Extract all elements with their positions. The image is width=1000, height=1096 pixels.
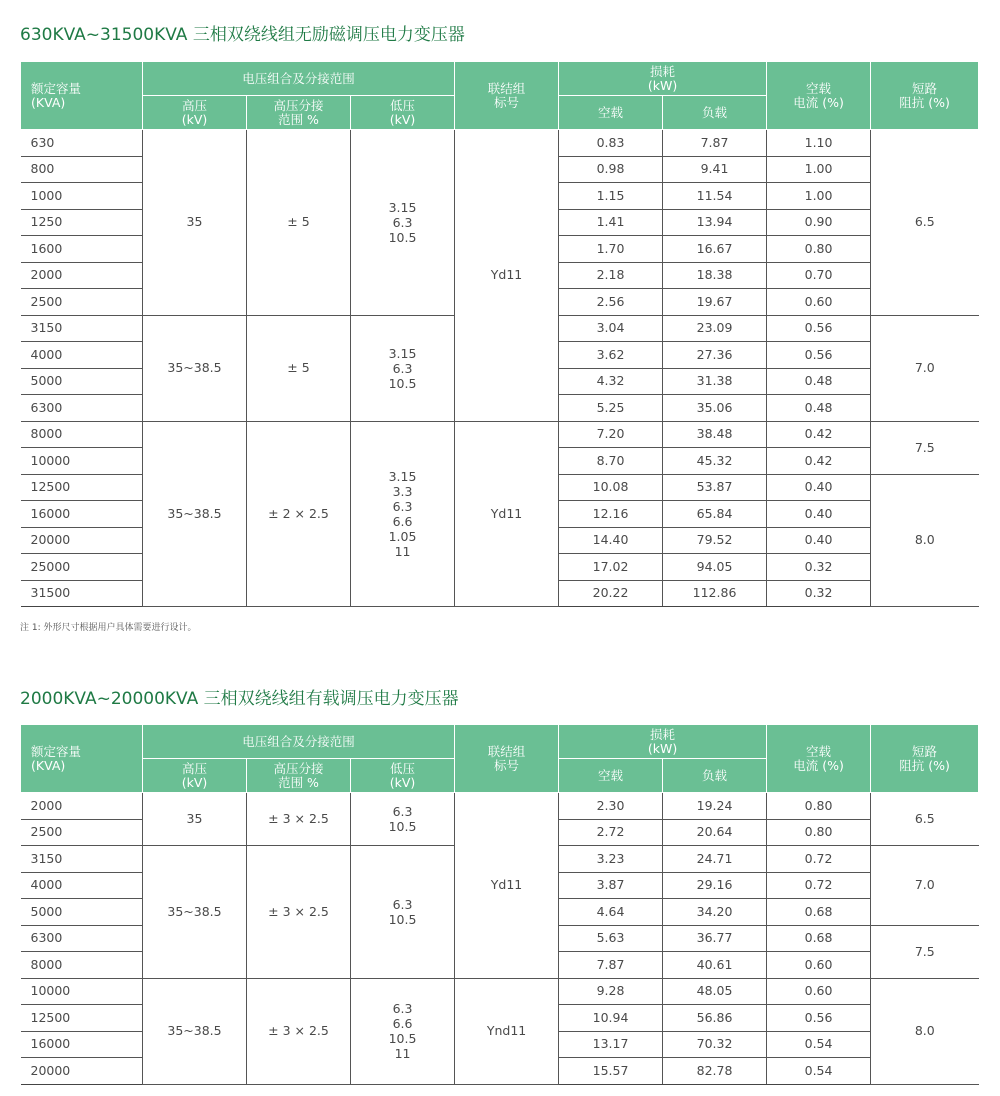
no-load-current-cell: 0.80 xyxy=(767,793,871,820)
capacity-cell: 4000 xyxy=(21,872,143,899)
no-load-loss-cell: 2.18 xyxy=(559,262,663,289)
connection-cell: Yd11 xyxy=(455,793,559,979)
no-load-current-cell: 1.10 xyxy=(767,130,871,157)
no-load-loss-cell: 3.87 xyxy=(559,872,663,899)
no-load-loss-cell: 7.20 xyxy=(559,421,663,448)
capacity-cell: 2000 xyxy=(21,793,143,820)
connection-cell: Yd11 xyxy=(455,421,559,607)
tap-range-cell: ± 5 xyxy=(247,130,351,316)
header-lv: 低压 (kV) xyxy=(351,96,455,130)
no-load-loss-cell: 15.57 xyxy=(559,1058,663,1085)
no-load-loss-cell: 20.22 xyxy=(559,580,663,607)
header-load-loss: 负载 xyxy=(663,759,767,793)
lv-value: 10.5 xyxy=(388,911,417,927)
capacity-cell: 3150 xyxy=(21,846,143,873)
capacity-cell: 2000 xyxy=(21,262,143,289)
capacity-cell: 4000 xyxy=(21,342,143,369)
lv-value: 3.15 xyxy=(388,345,417,361)
lv-value: 3.3 xyxy=(392,483,413,499)
no-load-current-cell: 0.60 xyxy=(767,952,871,979)
connection-cell: Yd11 xyxy=(455,130,559,422)
tap-range-cell: ± 3 × 2.5 xyxy=(247,793,351,846)
no-load-loss-cell: 0.83 xyxy=(559,130,663,157)
lv-cell xyxy=(351,421,455,607)
lv-value: 10.5 xyxy=(388,375,417,391)
load-loss-cell: 13.94 xyxy=(663,209,767,236)
capacity-cell: 6300 xyxy=(21,925,143,952)
impedance-cell: 7.5 xyxy=(871,421,979,474)
load-loss-cell: 29.16 xyxy=(663,872,767,899)
header-capacity: 额定容量 (KVA) xyxy=(21,725,143,793)
load-loss-cell: 56.86 xyxy=(663,1005,767,1032)
tap-range-cell: ± 3 × 2.5 xyxy=(247,978,351,1084)
lv-value: 6.3 xyxy=(392,214,413,230)
capacity-cell: 1250 xyxy=(21,209,143,236)
hv-cell: 35~38.5 xyxy=(143,846,247,979)
no-load-current-cell: 0.32 xyxy=(767,554,871,581)
lv-value: 11 xyxy=(394,543,411,559)
no-load-loss-cell: 12.16 xyxy=(559,501,663,528)
capacity-cell: 5000 xyxy=(21,899,143,926)
load-loss-cell: 11.54 xyxy=(663,183,767,210)
impedance-cell: 8.0 xyxy=(871,474,979,607)
header-lv: 低压 (kV) xyxy=(351,759,455,793)
no-load-loss-cell: 2.56 xyxy=(559,289,663,316)
load-loss-cell: 19.67 xyxy=(663,289,767,316)
transformer-spec-table-2 xyxy=(20,724,979,1085)
capacity-cell: 16000 xyxy=(21,501,143,528)
connection-cell: Ynd11 xyxy=(455,978,559,1084)
no-load-current-cell: 0.56 xyxy=(767,315,871,342)
no-load-loss-cell: 3.23 xyxy=(559,846,663,873)
lv-value: 10.5 xyxy=(388,1031,417,1046)
no-load-current-cell: 0.80 xyxy=(767,819,871,846)
header-no-load-loss: 空载 xyxy=(559,96,663,130)
no-load-current-cell: 0.72 xyxy=(767,846,871,873)
no-load-current-cell: 1.00 xyxy=(767,156,871,183)
lv-value: 10.5 xyxy=(388,229,417,245)
lv-value: 1.05 xyxy=(388,528,417,544)
header-no-load-current: 空载 电流 (%) xyxy=(767,725,871,793)
header-impedance: 短路 阻抗 (%) xyxy=(871,62,979,130)
capacity-cell: 630 xyxy=(21,130,143,157)
no-load-current-cell: 0.54 xyxy=(767,1031,871,1058)
load-loss-cell: 82.78 xyxy=(663,1058,767,1085)
lv-cell xyxy=(351,793,455,846)
load-loss-cell: 18.38 xyxy=(663,262,767,289)
no-load-loss-cell: 1.70 xyxy=(559,236,663,263)
impedance-cell: 7.5 xyxy=(871,925,979,978)
no-load-loss-cell: 2.72 xyxy=(559,819,663,846)
capacity-cell: 6300 xyxy=(21,395,143,422)
lv-value: 3.15 xyxy=(388,468,417,484)
load-loss-cell: 19.24 xyxy=(663,793,767,820)
load-loss-cell: 70.32 xyxy=(663,1031,767,1058)
section-1-title: 630KVA~31500KVA 三相双绕线组无励磁调压电力变压器 xyxy=(20,25,465,45)
header-load-loss: 负载 xyxy=(663,96,767,130)
no-load-loss-cell: 1.15 xyxy=(559,183,663,210)
no-load-current-cell: 0.60 xyxy=(767,978,871,1005)
transformer-spec-table-1 xyxy=(20,61,979,607)
load-loss-cell: 40.61 xyxy=(663,952,767,979)
load-loss-cell: 112.86 xyxy=(663,580,767,607)
capacity-cell: 2500 xyxy=(21,819,143,846)
header-voltage-group: 电压组合及分接范围 xyxy=(143,62,455,96)
no-load-current-cell: 0.56 xyxy=(767,1005,871,1032)
load-loss-cell: 31.38 xyxy=(663,368,767,395)
lv-value: 10.5 xyxy=(388,819,417,834)
no-load-current-cell: 0.60 xyxy=(767,289,871,316)
load-loss-cell: 94.05 xyxy=(663,554,767,581)
no-load-current-cell: 0.68 xyxy=(767,899,871,926)
load-loss-cell: 45.32 xyxy=(663,448,767,475)
no-load-loss-cell: 5.63 xyxy=(559,925,663,952)
lv-value: 6.3 xyxy=(392,804,413,819)
load-loss-cell: 27.36 xyxy=(663,342,767,369)
impedance-cell: 7.0 xyxy=(871,315,979,421)
load-loss-cell: 23.09 xyxy=(663,315,767,342)
capacity-cell: 25000 xyxy=(21,554,143,581)
header-tap-range: 高压分接 范围 % xyxy=(247,759,351,793)
capacity-cell: 800 xyxy=(21,156,143,183)
no-load-loss-cell: 5.25 xyxy=(559,395,663,422)
capacity-cell: 8000 xyxy=(21,421,143,448)
lv-value: 6.6 xyxy=(392,1016,413,1031)
capacity-cell: 12500 xyxy=(21,1005,143,1032)
impedance-cell: 6.5 xyxy=(871,793,979,846)
impedance-cell: 6.5 xyxy=(871,130,979,316)
capacity-cell: 8000 xyxy=(21,952,143,979)
load-loss-cell: 53.87 xyxy=(663,474,767,501)
hv-cell: 35~38.5 xyxy=(143,421,247,607)
lv-cell xyxy=(351,130,455,316)
header-tap-range: 高压分接 范围 % xyxy=(247,96,351,130)
tap-range-cell: ± 3 × 2.5 xyxy=(247,846,351,979)
header-hv: 高压 (kV) xyxy=(143,96,247,130)
no-load-loss-cell: 0.98 xyxy=(559,156,663,183)
load-loss-cell: 36.77 xyxy=(663,925,767,952)
no-load-current-cell: 0.42 xyxy=(767,448,871,475)
section-2-title: 2000KVA~20000KVA 三相双绕线组有载调压电力变压器 xyxy=(20,689,459,709)
header-hv: 高压 (kV) xyxy=(143,759,247,793)
table-row xyxy=(21,421,979,448)
load-loss-cell: 48.05 xyxy=(663,978,767,1005)
hv-cell: 35 xyxy=(143,793,247,846)
lv-value: 6.3 xyxy=(392,360,413,376)
impedance-cell: 7.0 xyxy=(871,846,979,926)
capacity-cell: 2500 xyxy=(21,289,143,316)
capacity-cell: 10000 xyxy=(21,978,143,1005)
no-load-current-cell: 0.32 xyxy=(767,580,871,607)
no-load-loss-cell: 1.41 xyxy=(559,209,663,236)
footnote: 注 1: 外形尺寸根据用户具体需要进行设计。 xyxy=(20,623,197,633)
no-load-loss-cell: 4.64 xyxy=(559,899,663,926)
no-load-current-cell: 0.40 xyxy=(767,474,871,501)
lv-cell xyxy=(351,315,455,421)
header-no-load-loss: 空载 xyxy=(559,759,663,793)
no-load-current-cell: 0.72 xyxy=(767,872,871,899)
lv-cell xyxy=(351,846,455,979)
no-load-current-cell: 0.56 xyxy=(767,342,871,369)
lv-value: 6.3 xyxy=(392,498,413,514)
load-loss-cell: 24.71 xyxy=(663,846,767,873)
no-load-loss-cell: 14.40 xyxy=(559,527,663,554)
lv-value: 6.3 xyxy=(392,896,413,912)
load-loss-cell: 35.06 xyxy=(663,395,767,422)
hv-cell: 35 xyxy=(143,130,247,316)
capacity-cell: 1000 xyxy=(21,183,143,210)
table-row xyxy=(21,130,979,157)
no-load-current-cell: 0.48 xyxy=(767,395,871,422)
hv-cell: 35~38.5 xyxy=(143,315,247,421)
lv-value: 3.15 xyxy=(388,199,417,215)
capacity-cell: 31500 xyxy=(21,580,143,607)
no-load-loss-cell: 8.70 xyxy=(559,448,663,475)
header-voltage-group: 电压组合及分接范围 xyxy=(143,725,455,759)
no-load-loss-cell: 4.32 xyxy=(559,368,663,395)
no-load-loss-cell: 10.94 xyxy=(559,1005,663,1032)
no-load-current-cell: 1.00 xyxy=(767,183,871,210)
capacity-cell: 1600 xyxy=(21,236,143,263)
tap-range-cell: ± 5 xyxy=(247,315,351,421)
no-load-current-cell: 0.70 xyxy=(767,262,871,289)
header-capacity: 额定容量 (KVA) xyxy=(21,62,143,130)
no-load-loss-cell: 10.08 xyxy=(559,474,663,501)
no-load-loss-cell: 2.30 xyxy=(559,793,663,820)
header-connection: 联结组 标号 xyxy=(455,725,559,793)
no-load-loss-cell: 3.62 xyxy=(559,342,663,369)
impedance-cell: 8.0 xyxy=(871,978,979,1084)
table-row xyxy=(21,978,979,1005)
header-connection: 联结组 标号 xyxy=(455,62,559,130)
header-loss: 损耗 (kW) xyxy=(559,62,767,96)
no-load-current-cell: 0.40 xyxy=(767,527,871,554)
load-loss-cell: 16.67 xyxy=(663,236,767,263)
no-load-current-cell: 0.40 xyxy=(767,501,871,528)
table-row xyxy=(21,793,979,820)
capacity-cell: 5000 xyxy=(21,368,143,395)
no-load-loss-cell: 13.17 xyxy=(559,1031,663,1058)
load-loss-cell: 34.20 xyxy=(663,899,767,926)
capacity-cell: 10000 xyxy=(21,448,143,475)
load-loss-cell: 9.41 xyxy=(663,156,767,183)
lv-value: 11 xyxy=(394,1046,411,1061)
hv-cell: 35~38.5 xyxy=(143,978,247,1084)
capacity-cell: 20000 xyxy=(21,527,143,554)
header-no-load-current: 空载 电流 (%) xyxy=(767,62,871,130)
lv-cell xyxy=(351,978,455,1084)
tap-range-cell: ± 2 × 2.5 xyxy=(247,421,351,607)
no-load-current-cell: 0.54 xyxy=(767,1058,871,1085)
capacity-cell: 16000 xyxy=(21,1031,143,1058)
capacity-cell: 20000 xyxy=(21,1058,143,1085)
load-loss-cell: 20.64 xyxy=(663,819,767,846)
no-load-loss-cell: 9.28 xyxy=(559,978,663,1005)
header-loss: 损耗 (kW) xyxy=(559,725,767,759)
no-load-current-cell: 0.68 xyxy=(767,925,871,952)
no-load-current-cell: 0.48 xyxy=(767,368,871,395)
no-load-loss-cell: 17.02 xyxy=(559,554,663,581)
load-loss-cell: 38.48 xyxy=(663,421,767,448)
no-load-current-cell: 0.90 xyxy=(767,209,871,236)
capacity-cell: 12500 xyxy=(21,474,143,501)
capacity-cell: 3150 xyxy=(21,315,143,342)
lv-value: 6.6 xyxy=(392,513,413,529)
load-loss-cell: 65.84 xyxy=(663,501,767,528)
lv-value: 6.3 xyxy=(392,1001,413,1016)
no-load-loss-cell: 3.04 xyxy=(559,315,663,342)
no-load-current-cell: 0.80 xyxy=(767,236,871,263)
load-loss-cell: 7.87 xyxy=(663,130,767,157)
no-load-current-cell: 0.42 xyxy=(767,421,871,448)
load-loss-cell: 79.52 xyxy=(663,527,767,554)
header-impedance: 短路 阻抗 (%) xyxy=(871,725,979,793)
no-load-loss-cell: 7.87 xyxy=(559,952,663,979)
